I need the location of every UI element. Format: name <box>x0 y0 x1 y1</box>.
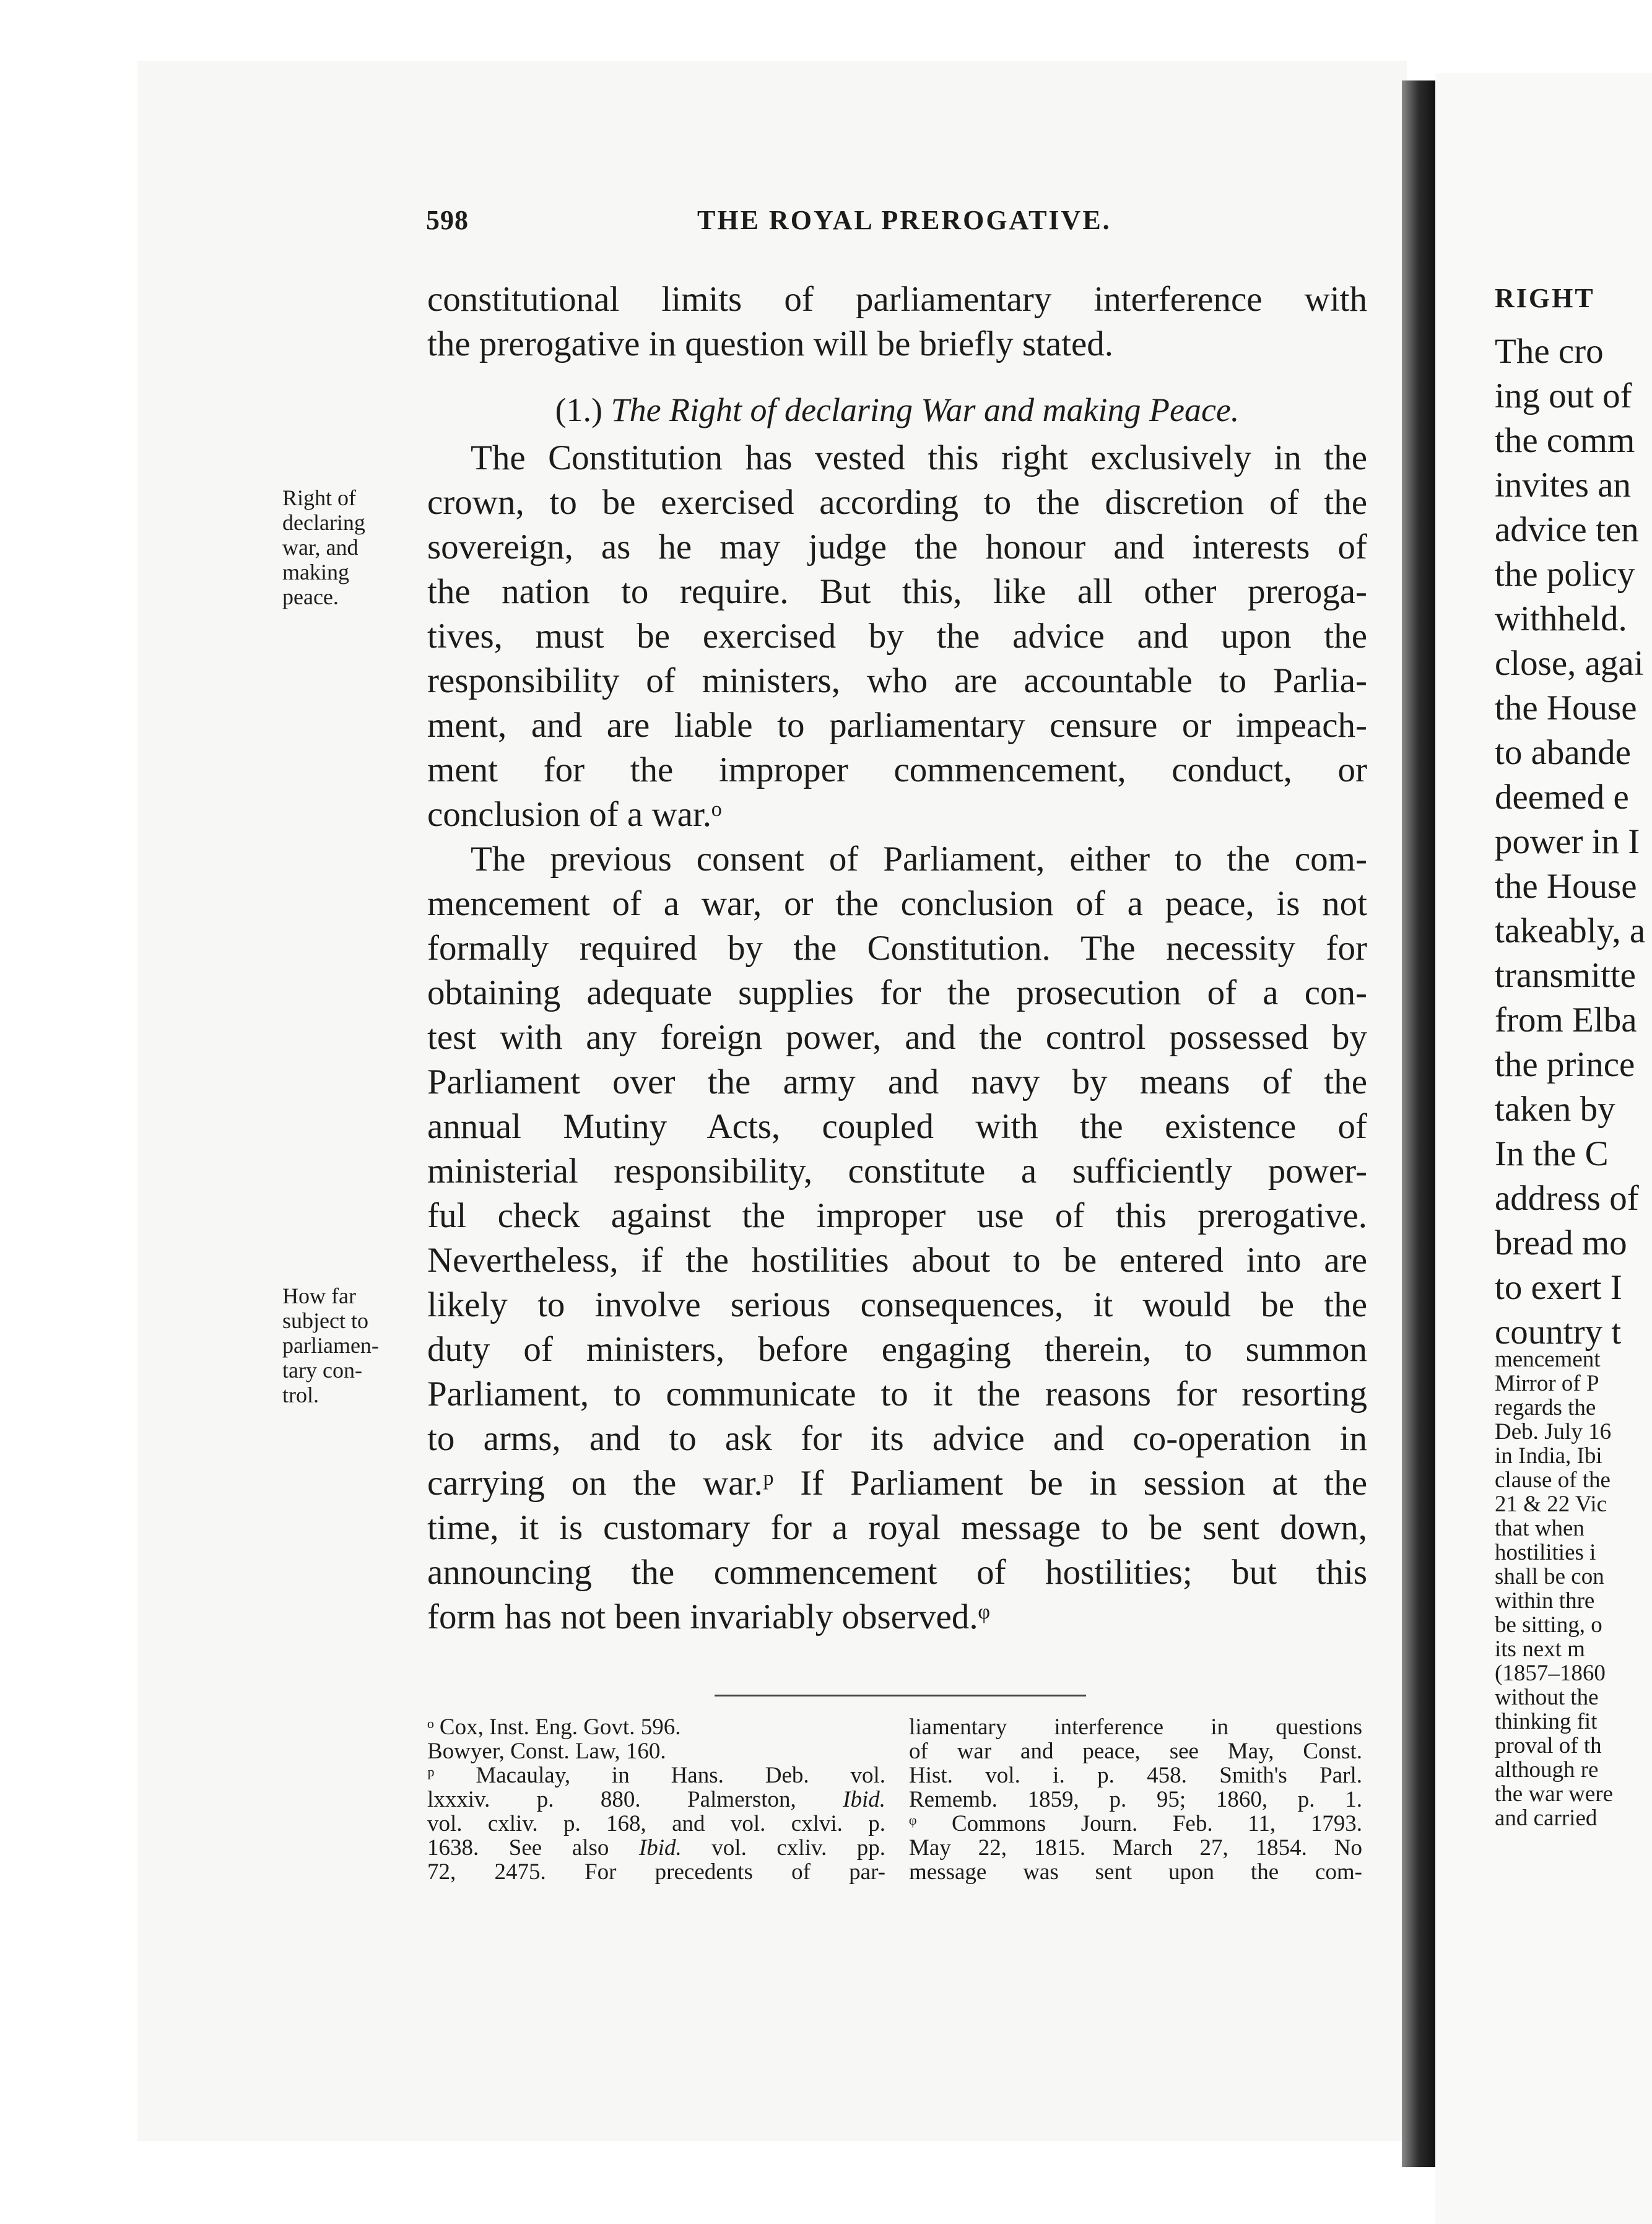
text-line: tives, must be exercised by the advice and upon the <box>427 617 1367 656</box>
footnote-line: ᵖ Macaulay, in Hans. Deb. vol. <box>427 1763 885 1788</box>
marginal-line: tary con- <box>282 1358 362 1383</box>
right-footnote-line: be sitting, o <box>1495 1612 1602 1638</box>
right-text-line: the House <box>1495 688 1637 728</box>
footnote-line: Rememb. 1859, p. 95; 1860, p. 1. <box>909 1787 1362 1812</box>
right-footnote-line: although re <box>1495 1757 1599 1783</box>
running-title: THE ROYAL PREROGATIVE. <box>697 205 1111 235</box>
page-number: 598 <box>426 205 469 235</box>
right-page-lines <box>1495 329 1645 1355</box>
text-line: sovereign, as he may judge the honour and interests of <box>427 528 1367 567</box>
intro-paragraph <box>427 277 1367 367</box>
marginal-line: making <box>282 560 349 584</box>
footnote-line: Hist. vol. i. p. 458. Smith's Parl. <box>909 1763 1362 1788</box>
footnote-line: ᵒ Cox, Inst. Eng. Govt. 596. <box>427 1714 681 1740</box>
footnote-line: message was sent upon the com- <box>909 1859 1362 1885</box>
right-text-line: bread mo <box>1495 1223 1627 1262</box>
text-line: the nation to require. But this, like all other preroga- <box>427 572 1367 611</box>
right-text-line: to abande <box>1495 733 1631 772</box>
text-line: The Constitution has vested this right exclusively in the <box>471 438 1367 477</box>
right-text-line: takeably, a <box>1495 911 1646 950</box>
book-gutter <box>1402 80 1435 2167</box>
marginal-line: parliamen- <box>282 1333 379 1358</box>
right-text-line: In the C <box>1495 1134 1609 1173</box>
right-text-line: address of <box>1495 1179 1639 1218</box>
text-line: annual Mutiny Acts, coupled with the existence of <box>427 1107 1367 1146</box>
marginal-line: How far <box>282 1284 356 1308</box>
right-footnote-line: 21 & 22 Vic <box>1495 1492 1607 1517</box>
text-line: ment, and are liable to parliamentary censure or impeach- <box>427 706 1367 745</box>
footnote-rule <box>715 1695 1086 1696</box>
right-footnote-line: and carried <box>1495 1805 1598 1831</box>
text-line: Parliament, to communicate to it the reasons for resorting <box>427 1375 1367 1414</box>
text-line: test with any foreign power, and the control possessed by <box>427 1018 1367 1057</box>
marginal-line: war, and <box>282 535 359 560</box>
text-line: constitutional limits of parliamentary interference with <box>427 280 1367 319</box>
text-line: crown, to be exercised according to the discretion of the <box>427 483 1367 522</box>
text-line: form has not been invariably observed.ᵠ <box>427 1597 990 1636</box>
footnotes-right-column <box>909 1715 1362 1884</box>
marginal-line: Right of <box>282 485 357 510</box>
right-running-head: RIGHT <box>1495 283 1595 313</box>
right-text-line: withheld. <box>1495 599 1627 638</box>
right-text-line: the prince <box>1495 1045 1635 1084</box>
right-footnote-line: mencement <box>1495 1347 1601 1372</box>
text-line: Nevertheless, if the hostilities about to be entered into are <box>427 1241 1367 1280</box>
text-line: announcing the commencement of hostilities; but this <box>427 1553 1367 1592</box>
footnote-line: 1638. See also Ibid. vol. cxliv. pp. <box>427 1835 885 1861</box>
right-footnote-line: Mirror of P <box>1495 1371 1599 1396</box>
text-line: mencement of a war, or the conclusion of a peace, is not <box>427 884 1367 923</box>
right-footnote-line: thinking fit <box>1495 1709 1598 1734</box>
section-number: (1.) <box>555 391 603 428</box>
right-text-line: the House <box>1495 867 1637 906</box>
text-line: The previous consent of Parliament, either to the com- <box>471 840 1367 879</box>
right-page-text <box>1495 280 1645 1355</box>
paragraph-2 <box>427 837 1367 1640</box>
right-text-line: from Elba <box>1495 1001 1637 1040</box>
right-footnote-line: without the <box>1495 1685 1599 1710</box>
section-heading-text: The Right of declaring War and making Peace. <box>611 391 1240 428</box>
text-line: time, it is customary for a royal message to be sent down, <box>427 1508 1367 1547</box>
right-footnote-line: that when <box>1495 1516 1585 1541</box>
footnote-line: vol. cxliv. p. 168, and vol. cxlvi. p. <box>427 1811 885 1836</box>
right-text-line: country t <box>1495 1313 1622 1352</box>
right-text-line: ing out of <box>1495 376 1632 415</box>
right-footnote-line: in India, Ibi <box>1495 1443 1602 1469</box>
text-line: formally required by the Constitution. The necessity for <box>427 929 1367 968</box>
marginal-line: subject to <box>282 1308 368 1333</box>
right-text-line: the comm <box>1495 421 1635 460</box>
right-text-line: advice ten <box>1495 510 1639 549</box>
footnote-line: May 22, 1815. March 27, 1854. No <box>909 1835 1362 1861</box>
right-footnote-line: proval of th <box>1495 1733 1602 1758</box>
right-footnote-line: Deb. July 16 <box>1495 1419 1612 1444</box>
right-footnote-line: (1857–1860 <box>1495 1661 1606 1686</box>
right-text-line: taken by <box>1495 1090 1615 1129</box>
right-footnote-line: within thre <box>1495 1588 1595 1614</box>
footnotes-left-column <box>427 1715 885 1884</box>
paragraph-1 <box>427 436 1367 837</box>
right-text-line: invites an <box>1495 466 1632 505</box>
text-line: the prerogative in question will be briefly stated. <box>427 324 1114 363</box>
right-text-line: deemed e <box>1495 778 1629 817</box>
right-footnote-line: the war were <box>1495 1781 1614 1807</box>
section-heading <box>427 388 1367 432</box>
footnote-line: ᵠ Commons Journ. Feb. 11, 1793. <box>909 1811 1362 1836</box>
text-line: to arms, and to ask for its advice and co-operation in <box>427 1419 1367 1458</box>
right-page-footnotes <box>1495 1347 1613 1830</box>
text-line: conclusion of a war.ᵒ <box>427 795 722 834</box>
text-line: duty of ministers, before engaging therein, to summon <box>427 1330 1367 1369</box>
text-line: likely to involve serious consequences, it would be the <box>427 1285 1367 1324</box>
right-text-line: the policy <box>1495 555 1635 594</box>
right-footnote-line: hostilities i <box>1495 1540 1596 1565</box>
text-line: Parliament over the army and navy by means of the <box>427 1062 1367 1101</box>
text-line: obtaining adequate supplies for the prosecution of a con- <box>427 973 1367 1012</box>
footnote-line: of war and peace, see May, Const. <box>909 1739 1362 1764</box>
text-line: responsibility of ministers, who are accountable to Parlia- <box>427 661 1367 700</box>
right-text-line: close, agai <box>1495 644 1644 683</box>
right-footnote-line: regards the <box>1495 1395 1596 1420</box>
right-footnote-line: clause of the <box>1495 1467 1611 1493</box>
footnote-line: Bowyer, Const. Law, 160. <box>427 1739 666 1764</box>
text-line: ful check against the improper use of this prerogative. <box>427 1196 1367 1235</box>
right-text-line: The cro <box>1495 332 1604 371</box>
right-footnote-line: its next m <box>1495 1636 1585 1662</box>
marginal-line: declaring <box>282 510 365 535</box>
right-text-line: transmitte <box>1495 956 1636 995</box>
main-text-column <box>427 277 1367 1640</box>
marginal-note-right-of-declaring-war <box>282 485 365 609</box>
right-page <box>1435 73 1652 2224</box>
footnote-line: liamentary interference in questions <box>909 1714 1362 1740</box>
right-text-line: power in I <box>1495 822 1640 861</box>
marginal-line: trol. <box>282 1383 319 1407</box>
right-text-line: to exert I <box>1495 1268 1622 1307</box>
text-line: ment for the improper commencement, conduct, or <box>427 750 1367 789</box>
footnote-line: lxxxiv. p. 880. Palmerston, Ibid. <box>427 1787 885 1812</box>
text-line: carrying on the war.ᵖ If Parliament be in session at the <box>427 1464 1367 1503</box>
text-line: ministerial responsibility, constitute a sufficiently power- <box>427 1152 1367 1191</box>
right-footnote-line: shall be con <box>1495 1564 1604 1589</box>
marginal-note-parliamentary-control <box>282 1284 379 1407</box>
footnote-line: 72, 2475. For precedents of par- <box>427 1859 885 1885</box>
marginal-line: peace. <box>282 584 339 609</box>
